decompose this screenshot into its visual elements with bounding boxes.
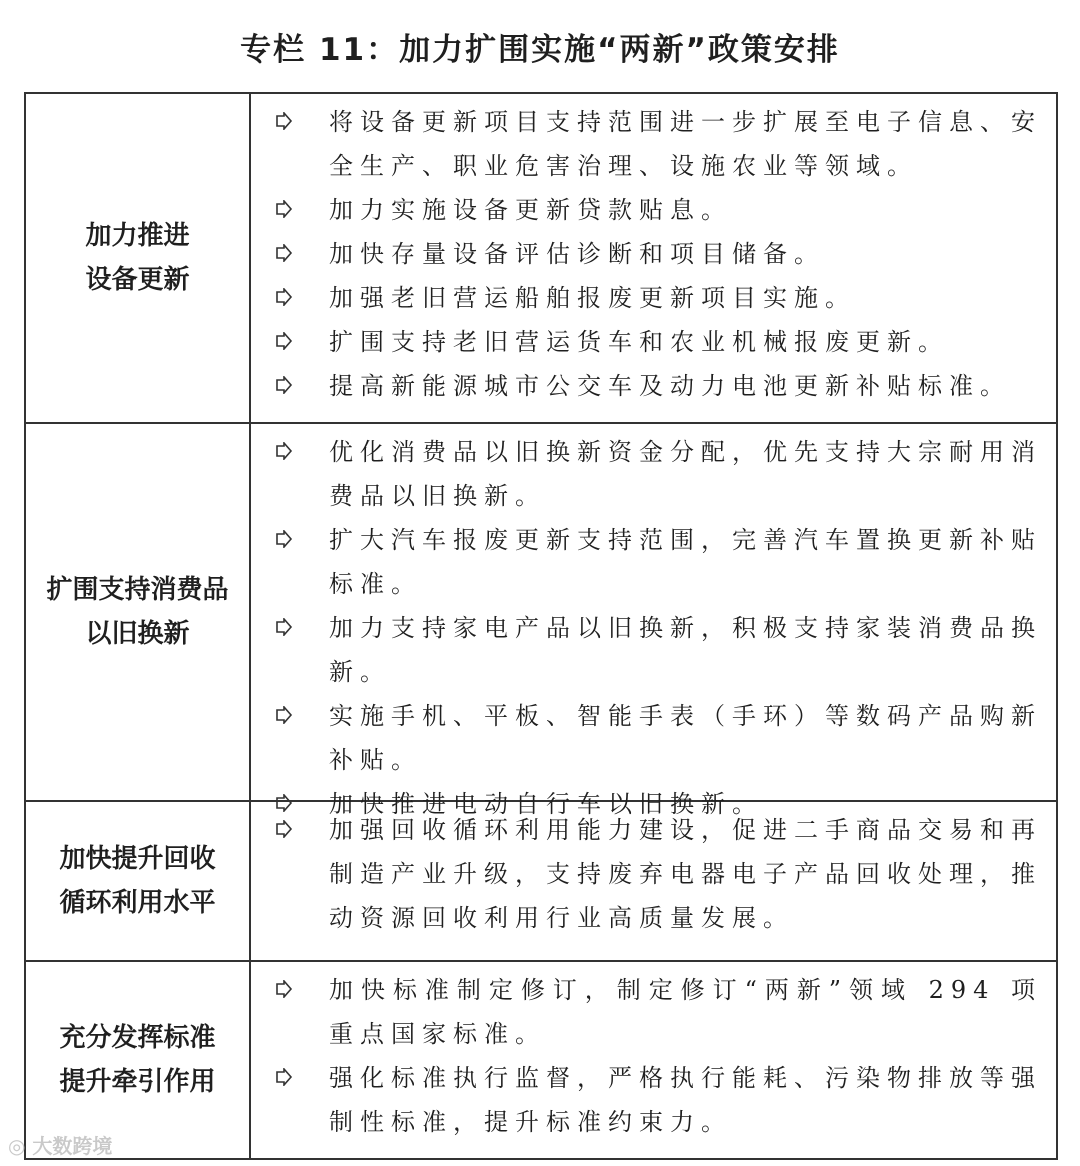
hollow-arrow-icon	[275, 530, 293, 548]
hollow-arrow-icon	[275, 332, 293, 350]
table-row	[26, 94, 1056, 424]
policy-table	[24, 92, 1058, 1160]
list-item: 加强回收循环利用能力建设，促进二手商品交易和再制造产业升级，支持废弃电器电子产品回收处理，推动资源回收利用行业高质量发展。	[253, 808, 1056, 940]
category-label: 加快提升回收 循环利用水平	[26, 802, 251, 960]
category-label: 加力推进 设备更新	[26, 94, 251, 422]
item-list	[253, 968, 1056, 1144]
category-label: 充分发挥标准 提升牵引作用	[26, 962, 251, 1158]
hollow-arrow-icon	[275, 200, 293, 218]
hollow-arrow-icon	[275, 244, 293, 262]
page-title: 专栏 11：加力扩围实施“两新”政策安排	[240, 32, 840, 68]
list-item: 加强老旧营运船舶报废更新项目实施。	[253, 276, 1056, 320]
table-row	[26, 962, 1056, 1158]
list-item: 加快推进电动自行车以旧换新。	[253, 782, 1056, 826]
list-item: 加快存量设备评估诊断和项目储备。	[253, 232, 1056, 276]
list-item: 扩大汽车报废更新支持范围，完善汽车置换更新补贴标准。	[253, 518, 1056, 606]
hollow-arrow-icon	[275, 112, 293, 130]
hollow-arrow-icon	[275, 618, 293, 636]
table-row	[26, 424, 1056, 818]
hollow-arrow-icon	[275, 442, 293, 460]
hollow-arrow-icon	[275, 980, 293, 998]
watermark-logo-icon: ◎	[8, 1134, 33, 1158]
hollow-arrow-icon	[275, 288, 293, 306]
list-item: 扩围支持老旧营运货车和农业机械报废更新。	[253, 320, 1056, 364]
list-item: 强化标准执行监督，严格执行能耗、污染物排放等强制性标准，提升标准约束力。	[253, 1056, 1056, 1144]
list-item: 加力实施设备更新贷款贴息。	[253, 188, 1056, 232]
hollow-arrow-icon	[275, 376, 293, 394]
list-item: 加快标准制定修订，制定修订“两新”领域 294 项重点国家标准。	[253, 968, 1056, 1056]
list-item: 提高新能源城市公交车及动力电池更新补贴标准。	[253, 364, 1056, 408]
item-list	[253, 430, 1056, 826]
category-label: 扩围支持消费品 以旧换新	[26, 424, 251, 800]
list-item: 将设备更新项目支持范围进一步扩展至电子信息、安全生产、职业危害治理、设施农业等领域。	[253, 100, 1056, 188]
watermark: ◎ 大数跨境	[8, 1134, 113, 1158]
item-list	[253, 808, 1056, 940]
list-item: 优化消费品以旧换新资金分配，优先支持大宗耐用消费品以旧换新。	[253, 430, 1056, 518]
item-list	[253, 100, 1056, 408]
hollow-arrow-icon	[275, 1068, 293, 1086]
list-item: 实施手机、平板、智能手表（手环）等数码产品购新补贴。	[253, 694, 1056, 782]
list-item: 加力支持家电产品以旧换新，积极支持家装消费品换新。	[253, 606, 1056, 694]
table-row	[26, 802, 1056, 962]
hollow-arrow-icon	[275, 820, 293, 838]
hollow-arrow-icon	[275, 706, 293, 724]
